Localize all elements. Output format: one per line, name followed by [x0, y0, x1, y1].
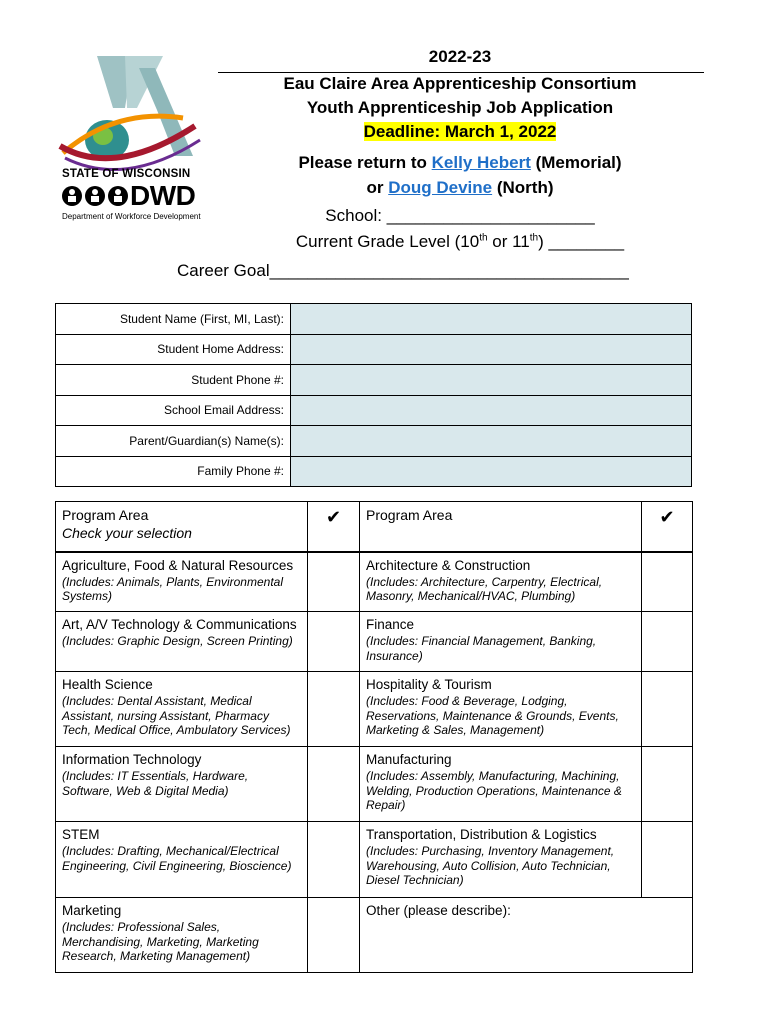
program-check-box[interactable]	[642, 822, 693, 898]
program-title: Information Technology	[62, 752, 202, 767]
table-row	[56, 334, 692, 365]
program-check-box[interactable]	[642, 552, 693, 612]
logo-dept-text: Department of Workforce Development	[62, 212, 201, 221]
program-cell	[360, 552, 642, 612]
program-title: Manufacturing	[366, 752, 452, 767]
grade-sup2: th	[529, 232, 539, 244]
grade-line[interactable]	[215, 232, 705, 252]
or-text: or	[366, 178, 389, 197]
table-row	[56, 747, 693, 822]
program-area-header-left	[56, 502, 308, 552]
program-title: Marketing	[62, 903, 122, 918]
program-cell	[56, 898, 308, 973]
table-row	[56, 822, 693, 898]
field-label: Parent/Guardian(s) Name(s):	[56, 426, 291, 457]
field-label: Student Phone #:	[56, 365, 291, 396]
table-row	[56, 672, 693, 747]
dwd-people-icons	[62, 183, 128, 209]
program-sub: (Includes: Assembly, Manufacturing, Machining, Welding, Production Operations, Maintenance & Repair)	[366, 769, 622, 812]
student-name-field[interactable]	[291, 304, 692, 335]
header-deadline	[215, 122, 705, 142]
contact2-link[interactable]: Doug Devine	[388, 178, 493, 197]
contact1-link[interactable]: Kelly Hebert	[431, 153, 531, 172]
program-title: Health Science	[62, 677, 153, 692]
header-return	[215, 153, 705, 173]
table-row	[56, 456, 692, 487]
table-row	[56, 395, 692, 426]
program-cell	[56, 822, 308, 898]
program-sub: (Includes: Food & Beverage, Lodging, Reservations, Maintenance & Grounds, Events, Marketing & Sales, Management)	[366, 694, 619, 737]
program-area-header-right	[360, 502, 642, 552]
program-sub: (Includes: Drafting, Mechanical/Electrical Engineering, Civil Engineering, Bioscience)	[62, 844, 292, 873]
program-sub: (Includes: Professional Sales, Merchandising, Marketing, Marketing Research, Marketing Management)	[62, 920, 259, 963]
guardian-name-field[interactable]	[291, 426, 692, 457]
checkmark-icon: ✔	[308, 502, 360, 552]
program-cell	[56, 552, 308, 612]
program-title: Finance	[366, 617, 415, 632]
deadline-text: Deadline: March 1, 2022	[363, 122, 557, 141]
program-title: Transportation, Distribution & Logistics	[366, 827, 597, 842]
header-return2	[215, 178, 705, 198]
grade-mid: or 11	[487, 232, 530, 251]
logo-state-text: STATE OF WISCONSIN	[62, 168, 191, 180]
logo-dwd-text: DWD	[130, 180, 196, 211]
program-check-box[interactable]	[308, 612, 360, 672]
school-line[interactable]: School: ______________________	[325, 206, 595, 225]
header-title: Youth Apprenticeship Job Application	[306, 98, 614, 117]
program-sub: (Includes: Graphic Design, Screen Printing)	[62, 634, 293, 648]
program-check-box[interactable]	[308, 898, 360, 973]
program-sub: (Includes: Financial Management, Banking, Insurance)	[366, 634, 597, 663]
program-sub: (Includes: Purchasing, Inventory Management, Warehousing, Auto Collision, Auto Technician, Diesel Technician)	[366, 844, 615, 887]
program-cell	[56, 747, 308, 822]
student-info-table	[55, 303, 692, 487]
header-org: Eau Claire Area Apprenticeship Consortium	[283, 74, 637, 93]
program-title: Hospitality & Tourism	[366, 677, 492, 692]
program-title: Architecture & Construction	[366, 557, 531, 573]
career-goal-line[interactable]: Career Goal______________________________________	[177, 261, 629, 280]
program-cell	[56, 612, 308, 672]
header-rule	[218, 72, 704, 73]
field-label: School Email Address:	[56, 395, 291, 426]
program-title: Agriculture, Food & Natural Resources	[62, 557, 294, 573]
school-email-field[interactable]	[291, 395, 692, 426]
grade-sup1: th	[479, 232, 488, 244]
program-cell	[360, 612, 642, 672]
field-label: Student Name (First, MI, Last):	[56, 304, 291, 335]
program-check-box[interactable]	[308, 747, 360, 822]
table-row	[56, 898, 693, 973]
table-header-row	[56, 502, 693, 552]
program-sub: (Includes: IT Essentials, Hardware, Software, Web & Digital Media)	[62, 769, 249, 798]
program-cell	[56, 672, 308, 747]
program-check-box[interactable]	[642, 672, 693, 747]
program-check-box[interactable]	[308, 672, 360, 747]
program-sub: (Includes: Dental Assistant, Medical Assistant, nursing Assistant, Pharmacy Tech, Medical Office, Ambulatory Services)	[62, 694, 291, 737]
program-sub: (Includes: Architecture, Carpentry, Electrical, Masonry, Mechanical/HVAC, Plumbing)	[366, 574, 603, 603]
program-cell	[360, 747, 642, 822]
program-cell	[360, 822, 642, 898]
field-label: Student Home Address:	[56, 334, 291, 365]
student-phone-field[interactable]	[291, 365, 692, 396]
other-describe-field[interactable]	[360, 898, 693, 973]
program-check-box[interactable]	[308, 822, 360, 898]
table-row	[56, 552, 693, 612]
program-check-box[interactable]	[308, 552, 360, 612]
table-row	[56, 612, 693, 672]
program-check-box[interactable]	[642, 747, 693, 822]
table-row	[56, 304, 692, 335]
checkmark-icon: ✔	[642, 502, 693, 552]
grade-pre: Current Grade Level (10	[295, 232, 480, 251]
header-sub: Check your selection	[62, 525, 192, 541]
program-title: Other (please describe):	[366, 903, 511, 918]
home-address-field[interactable]	[291, 334, 692, 365]
contact2-loc: (North)	[492, 178, 554, 197]
return-pre: Please return to	[298, 153, 432, 172]
program-check-box[interactable]	[642, 612, 693, 672]
header-label: Program Area	[62, 507, 149, 523]
header-year: 2022-23	[428, 47, 492, 66]
table-row	[56, 426, 692, 457]
program-title: STEM	[62, 827, 100, 842]
table-row	[56, 365, 692, 396]
program-title: Art, A/V Technology & Communications	[62, 617, 297, 632]
contact1-loc: (Memorial)	[530, 153, 622, 172]
program-sub: (Includes: Animals, Plants, Environmental Systems)	[62, 574, 283, 603]
family-phone-field[interactable]	[291, 456, 692, 487]
field-label: Family Phone #:	[56, 456, 291, 487]
program-area-table	[55, 501, 693, 973]
program-cell	[360, 672, 642, 747]
grade-post: ) ________	[538, 232, 625, 251]
header-label: Program Area	[366, 507, 453, 523]
